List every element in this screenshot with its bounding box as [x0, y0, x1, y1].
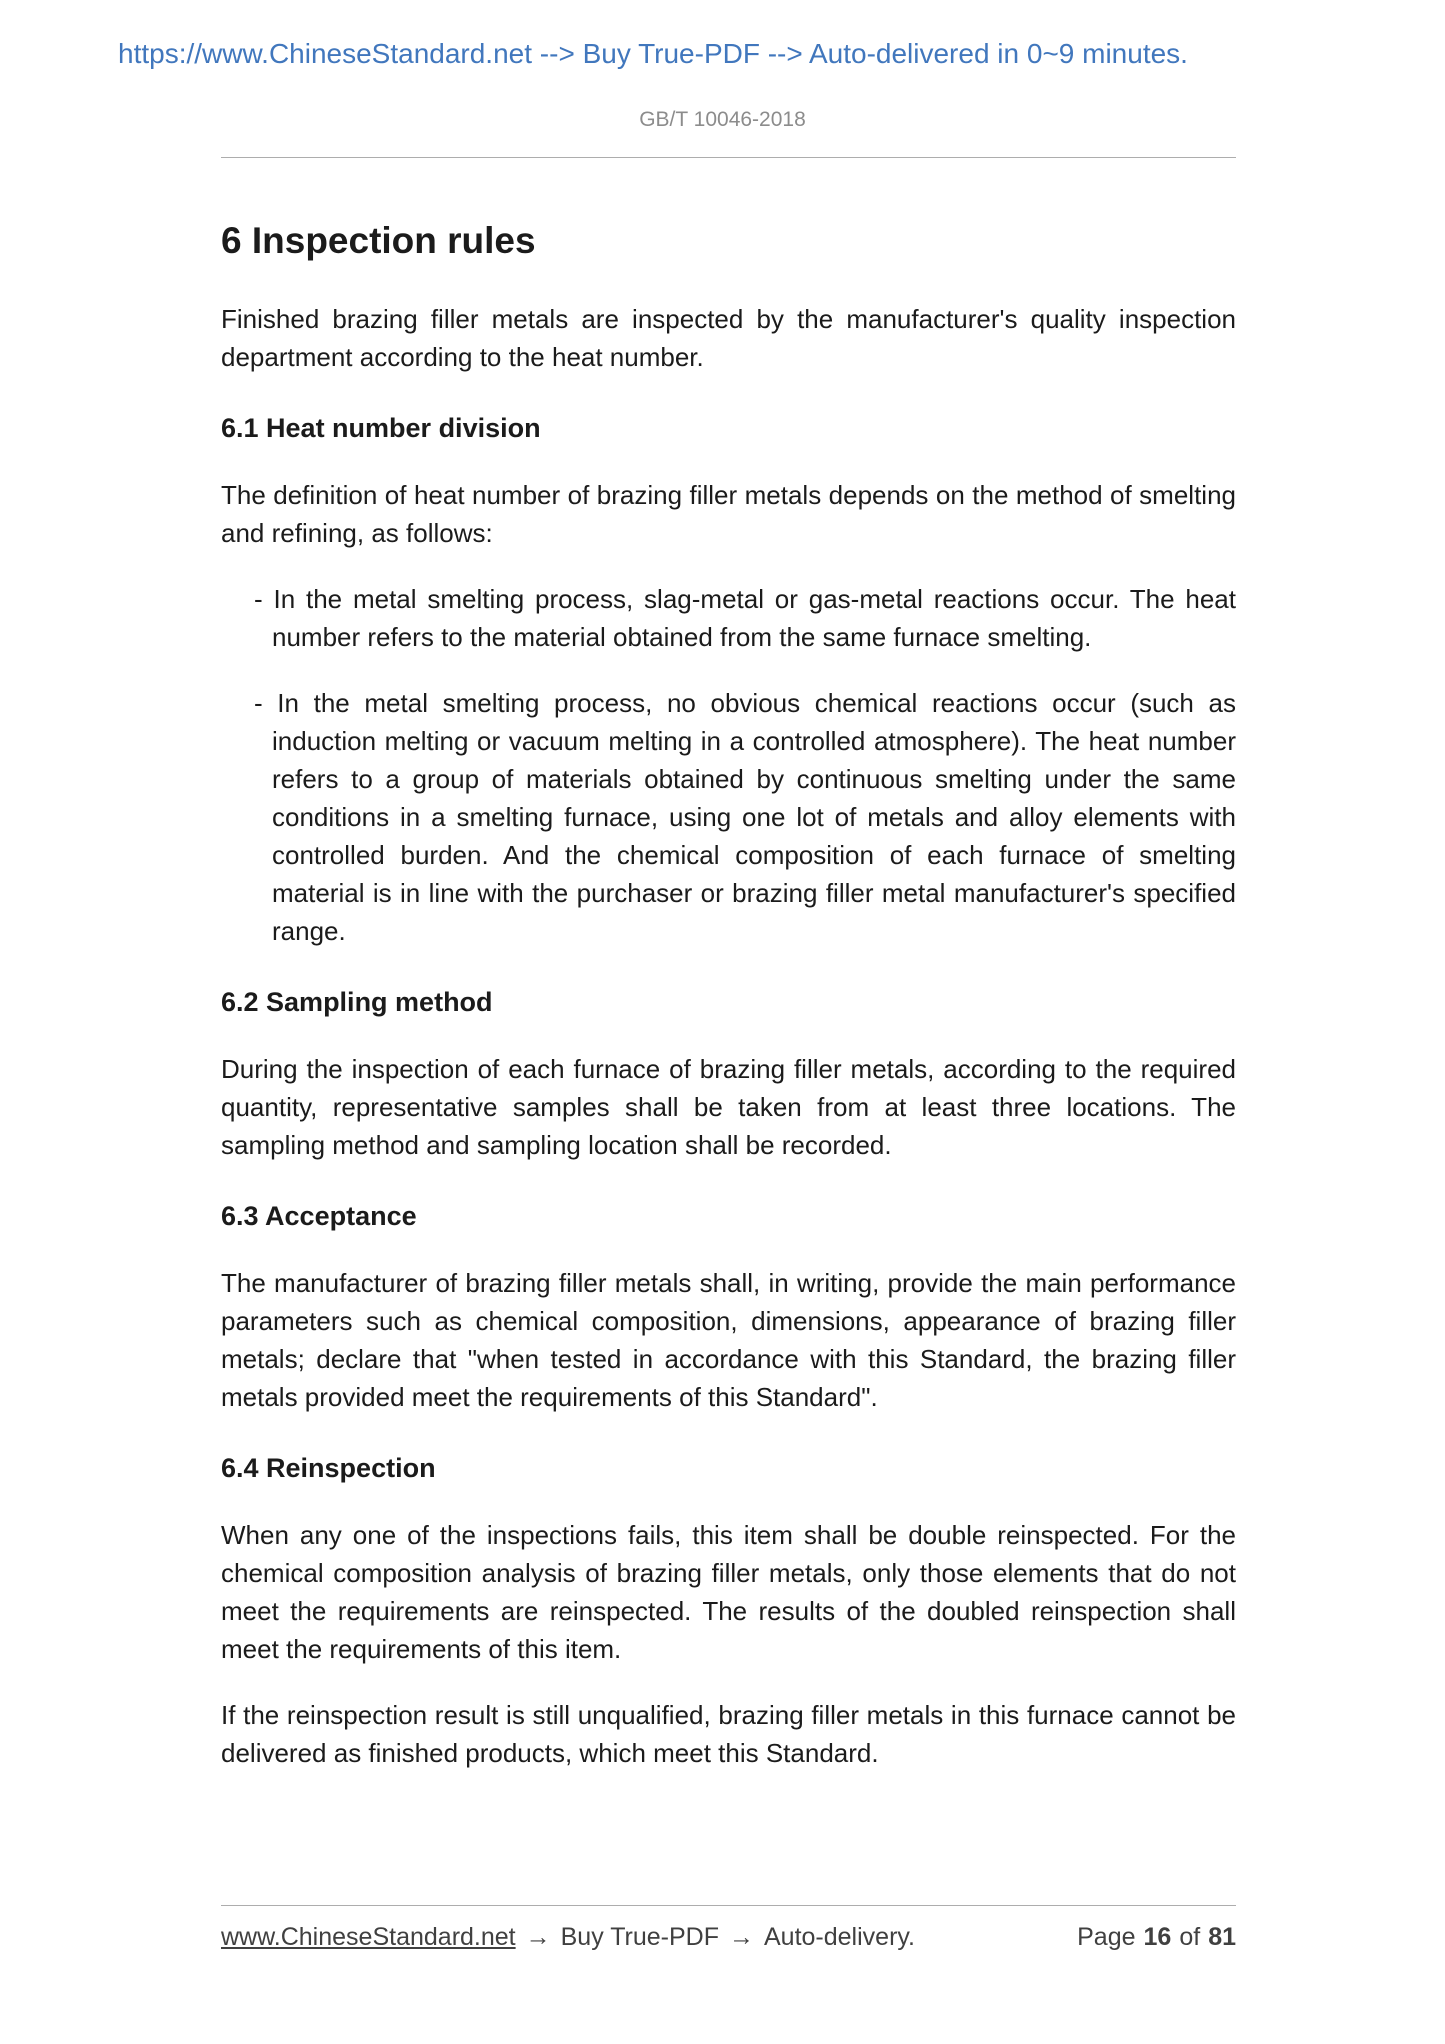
footer-divider: [221, 1905, 1236, 1906]
page-indicator: [1077, 1923, 1236, 1952]
subsection-heading-6-3: 6.3 Acceptance: [221, 1201, 417, 1231]
standard-number: GB/T 10046-2018: [639, 108, 806, 131]
intro-paragraph: Finished brazing filler metals are inspected by the manufacturer's quality inspection department according to the heat number.: [221, 304, 1236, 372]
footer-site-link[interactable]: www.ChineseStandard.net: [221, 1923, 516, 1951]
source-url-line[interactable]: https://www.ChineseStandard.net --> Buy True-PDF --> Auto-delivered in 0~9 minutes.: [118, 38, 1188, 69]
paragraph-6-4-lead: When any one of the inspections fails, this item shall be double reinspected. For the chemical composition analysis of brazing filler metals, only those elements that do not meet the requirements are reinspected. The results of the doubled reinspection shall meet the requirements of this item.: [221, 1520, 1236, 1664]
of-label: of: [1179, 1923, 1201, 1951]
header-divider: [221, 157, 1236, 158]
page-label: Page: [1077, 1923, 1136, 1951]
page-current-number: 16: [1143, 1923, 1172, 1951]
paragraph-6-2-lead: During the inspection of each furnace of brazing filler metals, according to the required quantity, representative samples shall be taken from at least three locations. The sampling method and sampling location shall be recorded.: [221, 1054, 1236, 1160]
section-title: 6 Inspection rules: [221, 220, 536, 261]
page-total-number: 81: [1208, 1923, 1236, 1951]
subsection-heading-6-4: 6.4 Reinspection: [221, 1453, 436, 1483]
paragraph-6-3-lead: The manufacturer of brazing filler metals shall, in writing, provide the main performance parameters such as chemical composition, dimensions, appearance of brazing filler metals; declare that "when tested in accordance with this Standard, the brazing filler metals provided meet the requirements of this Standard".: [221, 1268, 1236, 1412]
page-content: [221, 218, 1236, 1800]
page-footer: [221, 1923, 1236, 1952]
subsection-heading-6-2: 6.2 Sampling method: [221, 987, 493, 1017]
paragraph-6-4-second: If the reinspection result is still unqualified, brazing filler metals in this furnace cannot be delivered as finished products, which meet this Standard.: [221, 1700, 1236, 1768]
right-arrow-icon: →: [525, 1923, 551, 1951]
paragraph-6-1-lead: The definition of heat number of brazing filler metals depends on the method of smelting and refining, as follows:: [221, 480, 1236, 548]
list-item-dash-1: - In the metal smelting process, slag-metal or gas-metal reactions occur. The heat number refers to the material obtained from the same furnace smelting.: [254, 584, 1236, 652]
list-item-dash-2: - In the metal smelting process, no obvious chemical reactions occur (such as induction melting or vacuum melting in a controlled atmosphere). The heat number refers to a group of materials obtained by continuous smelting under the same conditions in a smelting furnace, using one lot of metals and alloy elements with controlled burden. And the chemical composition of each furnace of smelting material is in line with the purchaser or brazing filler metal manufacturer's specified range.: [254, 688, 1236, 946]
subsection-heading-6-1: 6.1 Heat number division: [221, 413, 541, 443]
right-arrow-icon: →: [729, 1923, 754, 1951]
footer-promo-line: [221, 1923, 915, 1952]
footer-buy-label: Buy True-PDF: [560, 1923, 719, 1951]
footer-delivery-label: Auto-delivery.: [764, 1923, 915, 1951]
